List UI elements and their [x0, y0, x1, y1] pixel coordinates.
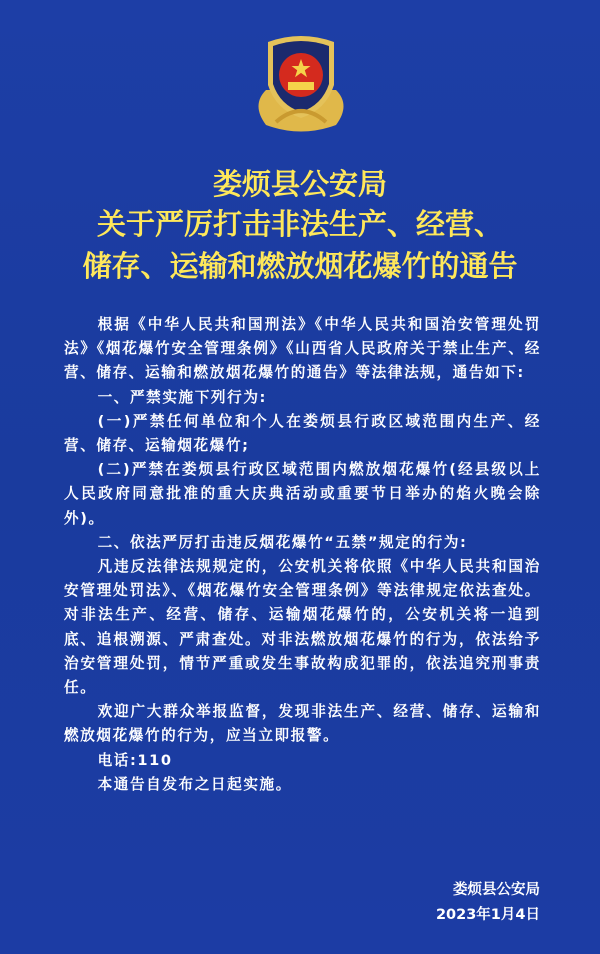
paragraph-intro: 根据《中华人民共和国刑法》《中华人民共和国治安管理处罚法》《烟花爆竹安全管理条例》《山西省人民政府关于禁止生产、经营、储存、运输和燃放烟花爆竹的通告》等法律法规，通告如下: — [64, 316, 541, 382]
paragraph-section-2: 二、依法严厉打击违反烟花爆竹“五禁”规定的行为: — [97, 533, 468, 551]
notice-body — [64, 313, 541, 797]
paragraph-penalties: 凡违反法律法规规定的，公安机关将依照《中华人民共和国治安管理处罚法》、《烟花爆竹安全管理条例》等法律规定依法查处。对非法生产、经营、储存、运输烟花爆竹的，公安机关将一追到底、追根溯源、严肃查处。对非法燃放烟花爆竹的行为，依法给予治安管理处罚，情节严重或发生事故构成犯罪的，依法追究刑事责任。 — [64, 558, 541, 697]
paragraph-phone: 电话:110 — [97, 751, 173, 769]
paragraph-report: 欢迎广大群众举报监督，发现非法生产、经营、储存、运输和燃放烟花爆竹的行为，应当立即报警。 — [64, 703, 541, 745]
paragraph-item-2: (二)严禁在娄烦县行政区域范围内燃放烟花爆竹(经县级以上人民政府同意批准的重大庆典活动或重要节日举办的焰火晚会除外)。 — [64, 461, 541, 527]
title-line-3: 储存、运输和燃放烟花爆竹的通告 — [82, 249, 518, 283]
paragraph-section-1: 一、严禁实施下列行为: — [97, 388, 267, 406]
paragraph-item-1: (一)严禁任何单位和个人在娄烦县行政区域范围内生产、经营、储存、运输烟花爆竹; — [64, 412, 541, 455]
police-emblem-icon — [246, 30, 356, 135]
paragraph-effective: 本通告自发布之日起实施。 — [97, 775, 292, 793]
title-line-2: 关于严厉打击非法生产、经营、 — [96, 207, 503, 241]
issuer: 娄烦县公安局 — [453, 882, 540, 898]
issue-date: 2023年1月4日 — [435, 907, 540, 923]
title-line-1: 娄烦县公安局 — [212, 167, 387, 201]
